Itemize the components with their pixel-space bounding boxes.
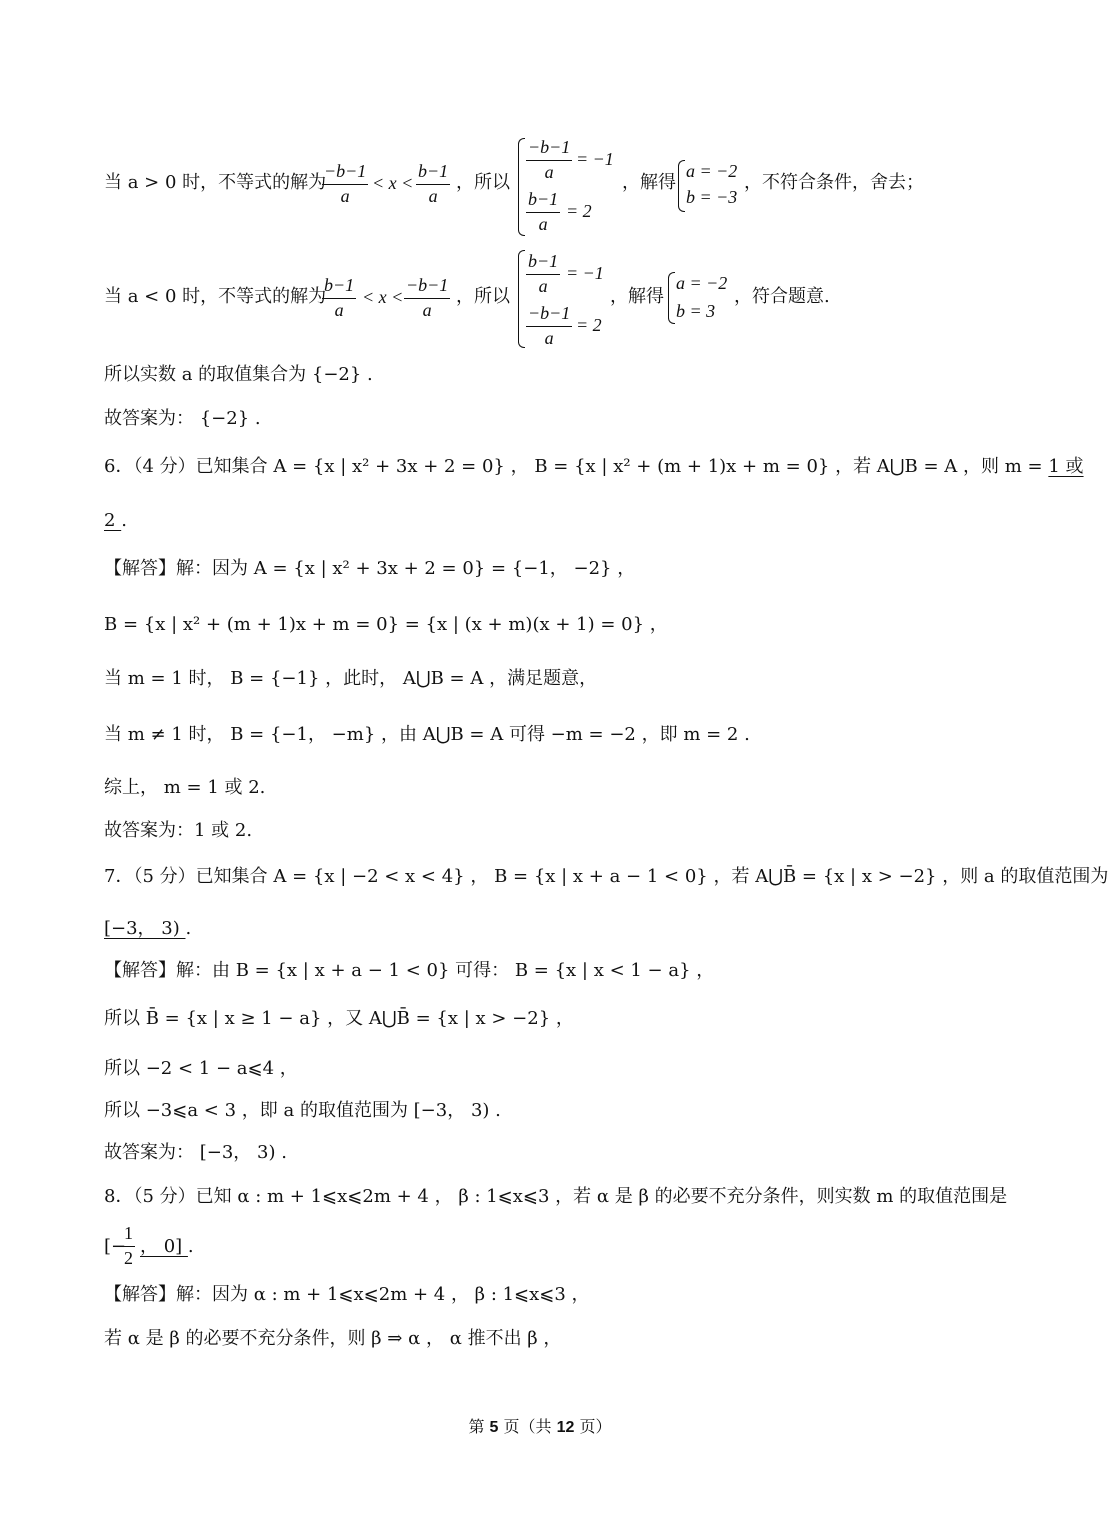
fraction: $\frac{-b-1}{a}$ xyxy=(324,161,367,206)
solution-line: 所以 −3⩽a < 3 ，即 a 的取值范围为 [−3， 3) . xyxy=(104,1100,501,1121)
solution-line: 【解答】解：由 B = {x | x + a − 1 < 0} 可得： B = {x | x < 1 − a} ， xyxy=(104,960,715,981)
fraction: $\frac{b-1}{a}$ xyxy=(528,189,559,234)
text: 当 a < 0 时，不等式的解为 xyxy=(104,286,327,307)
solution: a = −2 xyxy=(676,273,728,293)
equation-rhs: = −1 xyxy=(566,263,604,283)
solution-line: B = {x | x² + (m + 1)x + m = 0} = {x | (x + m)(x + 1) = 0} ， xyxy=(104,614,668,635)
equation-rhs: = 2 xyxy=(576,315,602,335)
text: 所以实数 a 的取值集合为 {−2} . xyxy=(104,364,373,385)
fraction: $\frac{b-1}{a}$ xyxy=(528,251,559,296)
question-8-cont: ， 0] . xyxy=(140,1236,194,1257)
text: ，符合题意. xyxy=(734,286,830,307)
answer-blank: 2 xyxy=(104,510,122,531)
text: ，所以 xyxy=(456,172,510,193)
fraction: $\frac{1}{2}$ xyxy=(124,1223,133,1268)
solution: b = 3 xyxy=(676,301,716,321)
system-brace xyxy=(668,272,675,324)
solution-line: 所以 −2 < 1 − a⩽4 ， xyxy=(104,1058,298,1079)
question-6: 6．（4 分）已知集合 A = {x | x² + 3x + 2 = 0} ， B = {x | x² + (m + 1)x + m = 0} ，若 A⋃B = A ，则 m = 1 或 xyxy=(104,456,1084,477)
solution-line: 【解答】解：因为 α : m + 1⩽x⩽2m + 4 ， β : 1⩽x⩽3 ， xyxy=(104,1284,590,1305)
fraction: $\frac{b-1}{a}$ xyxy=(418,161,449,206)
system-brace xyxy=(518,250,525,348)
page-number: 5 xyxy=(489,1419,499,1436)
answer-blank: [−3， 3) xyxy=(104,918,186,939)
text: 当 a > 0 时，不等式的解为 xyxy=(104,172,327,193)
solution-line: 综上， m = 1 或 2. xyxy=(104,777,266,798)
equation-rhs: = −1 xyxy=(576,149,614,169)
question-8: 8．（5 分）已知 α : m + 1⩽x⩽2m + 4 ， β : 1⩽x⩽3 ，若 α 是 β 的必要不充分条件，则实数 m 的取值范围是 xyxy=(104,1186,1008,1207)
text: ，解得 xyxy=(610,286,664,307)
solution-line: 若 α 是 β 的必要不充分条件，则 β ⇒ α ， α 推不出 β ， xyxy=(104,1328,562,1349)
text: ，不符合条件，舍去； xyxy=(744,172,924,193)
system-brace xyxy=(678,160,685,212)
inequality: < x < xyxy=(362,287,404,307)
question-6-cont: 2 . xyxy=(104,510,127,531)
question-7: 7．（5 分）已知集合 A = {x | −2 < x < 4} ， B = {x | x + a − 1 < 0} ，若 A⋃B̄ = {x | x > −2} ，则 a 的取值范围为 xyxy=(104,866,1108,887)
question-7-cont: [−3， 3) . xyxy=(104,918,192,939)
answer-blank: 1 或 xyxy=(1048,456,1084,477)
answer-blank: ， 0] xyxy=(140,1236,188,1257)
answer-line: 故答案为：1 或 2. xyxy=(104,820,253,841)
solution-line: 【解答】解：因为 A = {x | x² + 3x + 2 = 0} = {−1， −2} ， xyxy=(104,558,636,579)
equation-rhs: = 2 xyxy=(566,201,592,221)
solution-line: 当 m ≠ 1 时， B = {−1， −m} ，由 A⋃B = A 可得 −m = −2 ，即 m = 2 . xyxy=(104,724,750,745)
solution-line: 当 m = 1 时， B = {−1} ，此时， A⋃B = A ，满足题意， xyxy=(104,668,598,689)
fraction: $\frac{-b-1}{a}$ xyxy=(406,275,449,320)
fraction: $\frac{-b-1}{a}$ xyxy=(528,303,571,348)
page-footer: 第 5 页（共 12 页） xyxy=(468,1417,612,1436)
inequality: < x < xyxy=(372,173,414,193)
answer-line: 故答案为： [−3， 3) . xyxy=(104,1142,287,1163)
fraction: $\frac{-b-1}{a}$ xyxy=(528,137,571,182)
solution: b = −3 xyxy=(686,187,738,207)
text: ，所以 xyxy=(456,286,510,307)
text: [− xyxy=(104,1236,127,1257)
solution-line: 所以 B̄ = {x | x ≥ 1 − a} ，又 A⋃B̄ = {x | x > −2} ， xyxy=(104,1008,574,1029)
fraction: $\frac{b-1}{a}$ xyxy=(324,275,355,320)
total-pages: 12 xyxy=(556,1419,575,1436)
solution: a = −2 xyxy=(686,161,738,181)
system-brace xyxy=(518,138,525,236)
answer-line: 故答案为： {−2} . xyxy=(104,408,261,429)
text: ，解得 xyxy=(622,172,676,193)
